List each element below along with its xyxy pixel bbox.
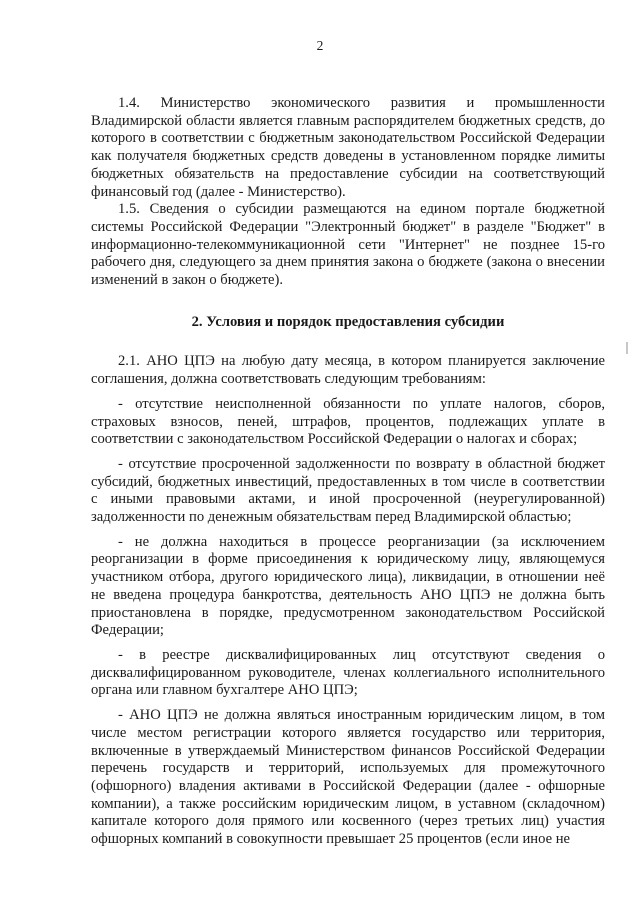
requirement-offshore: - АНО ЦПЭ не должна являться иностранным юридическим лицом, в том числе местом регистрации которого является государство или территория, включенные в утверждаемый Министерством финансов Российской Федерации перечень государств и территорий, используемых для промежуточного (офшорного) владения активами в Российской Федерации (далее - офшорные компании), а также российским юридическим лицом, в уставном (складочном) капитале которого доля прямого или косвенного (через третьих лиц) участия офшорных компаний в совокупности превышает 25 процентов (если иное не	[91, 707, 605, 848]
requirement-taxes: - отсутствие неисполненной обязанности по уплате налогов, сборов, страховых взносов, пеней, штрафов, процентов, подлежащих уплате в соответствии с законодательством Российской Федерации о налогах и сборах;	[91, 395, 605, 448]
document-body	[91, 95, 605, 849]
paragraph-2-1: 2.1. АНО ЦПЭ на любую дату месяца, в котором планируется заключение соглашения, должна соответствовать следующим требованиям:	[91, 353, 605, 388]
requirement-debt: - отсутствие просроченной задолженности по возврату в областной бюджет субсидий, бюджетных инвестиций, предоставленных в том числе в соответствии с иными правовыми актами, и иной просроченной (неурегулированной) задолженности по денежным обязательствам перед Владимирской областью;	[91, 455, 605, 526]
page-number: 2	[316, 38, 324, 53]
requirement-reorganization: - не должна находиться в процессе реорганизации (за исключением реорганизации в форме присоединения к юридическому лицу, являющемуся участником отбора, другого юридического лица), ликвидации, в отношении неё не введена процедура банкротства, деятельность АНО ЦПЭ не должна быть приостановлена в порядке, предусмотренном законодательством Российской Федерации;	[91, 533, 605, 639]
paragraph-1-5: 1.5. Сведения о субсидии размещаются на едином портале бюджетной системы Российской Федерации "Электронный бюджет" в разделе "Бюджет" в информационно-телекоммуникационной сети "Интернет" не позднее 15-го рабочего дня, следующего за днем принятия закона о бюджете (закона о внесении изменений в закон о бюджете).	[91, 201, 605, 289]
requirement-disqualified: - в реестре дисквалифицированных лиц отсутствуют сведения о дисквалифицированном руководителе, членах коллегиального исполнительного органа или главном бухгалтере АНО ЦПЭ;	[91, 646, 605, 699]
scan-margin-mark	[626, 342, 628, 354]
paragraph-1-4: 1.4. Министерство экономического развития и промышленности Владимирской области является главным распорядителем бюджетных средств, до которого в соответствии с бюджетным законодательством Российской Федерации как получателя бюджетных средств доведены в установленном порядке лимиты бюджетных обязательств на предоставление субсидии на соответствующий финансовый год (далее - Министерство).	[91, 95, 605, 200]
section-heading: 2. Условия и порядок предоставления субсидии	[191, 313, 505, 330]
